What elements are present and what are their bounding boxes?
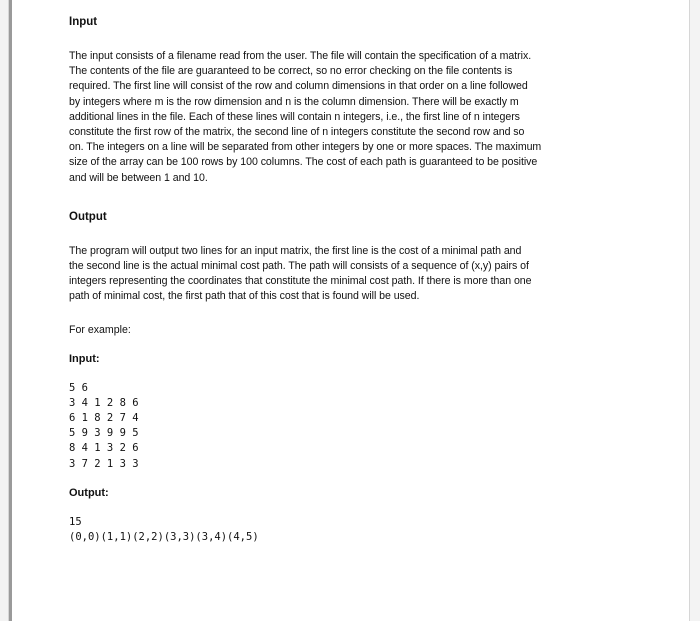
output-heading: Output <box>69 210 107 223</box>
example-input-line: 5 9 3 9 9 5 <box>69 427 139 440</box>
input-paragraph-line: constitute the first row of the matrix, the second line of n integers constitute the second row and so <box>69 126 525 139</box>
input-paragraph-line: additional lines in the file. Each of these lines will contain n integers, i.e., the first line of n integers <box>69 110 520 123</box>
document-page <box>8 0 690 621</box>
example-input-line: 5 6 <box>69 381 88 394</box>
example-intro: For example: <box>69 323 131 336</box>
example-input-line: 3 7 2 1 3 3 <box>69 457 139 470</box>
output-paragraph-line: integers representing the coordinates that constitute the minimal cost path. If there is more than one <box>69 275 532 288</box>
output-paragraph-line: path of minimal cost, the first path that of this cost that is found will be used. <box>69 290 420 303</box>
example-input-line: 6 1 8 2 7 4 <box>69 412 139 425</box>
page-edge-bar <box>9 0 12 621</box>
output-paragraph-line: the second line is the actual minimal cost path. The path will consists of a sequence of (x,y) pairs of <box>69 260 529 273</box>
document-content <box>69 14 644 545</box>
example-input-line: 3 4 1 2 8 6 <box>69 396 139 409</box>
output-paragraph <box>69 244 644 305</box>
output-paragraph-line: The program will output two lines for an input matrix, the first line is the cost of a minimal path and <box>69 244 522 257</box>
input-paragraph-line: The input consists of a filename read from the user. The file will contain the specification of a matrix. <box>69 50 532 62</box>
input-paragraph-line: required. The first line will consist of the row and column dimensions in that order on a line followed <box>69 80 528 93</box>
example-output-line: (0,0)(1,1)(2,2)(3,3)(3,4)(4,5) <box>69 531 259 544</box>
example-output-label: Output: <box>69 486 109 499</box>
input-paragraph-line: by integers where m is the row dimension and n is the column dimension. There will be exactly m <box>69 95 519 108</box>
input-paragraph-line: on. The integers on a line will be separated from other integers by one or more spaces. The maximum <box>69 141 542 154</box>
input-heading: Input <box>69 16 98 28</box>
input-paragraph-line: The contents of the file are guaranteed to be correct, so no error checking on the file contents is <box>69 65 513 78</box>
input-paragraph-line: size of the array can be 100 rows by 100 columns. The cost of each path is guaranteed to be positive <box>69 156 538 169</box>
example-output-block <box>69 515 644 545</box>
example-input-block <box>69 381 644 472</box>
example-input-line: 8 4 1 3 2 6 <box>69 442 139 455</box>
example-input-label: Input: <box>69 352 100 365</box>
input-paragraph-line: and will be between 1 and 10. <box>69 171 208 184</box>
example-output-line: 15 <box>69 515 82 528</box>
input-paragraph <box>69 49 644 186</box>
